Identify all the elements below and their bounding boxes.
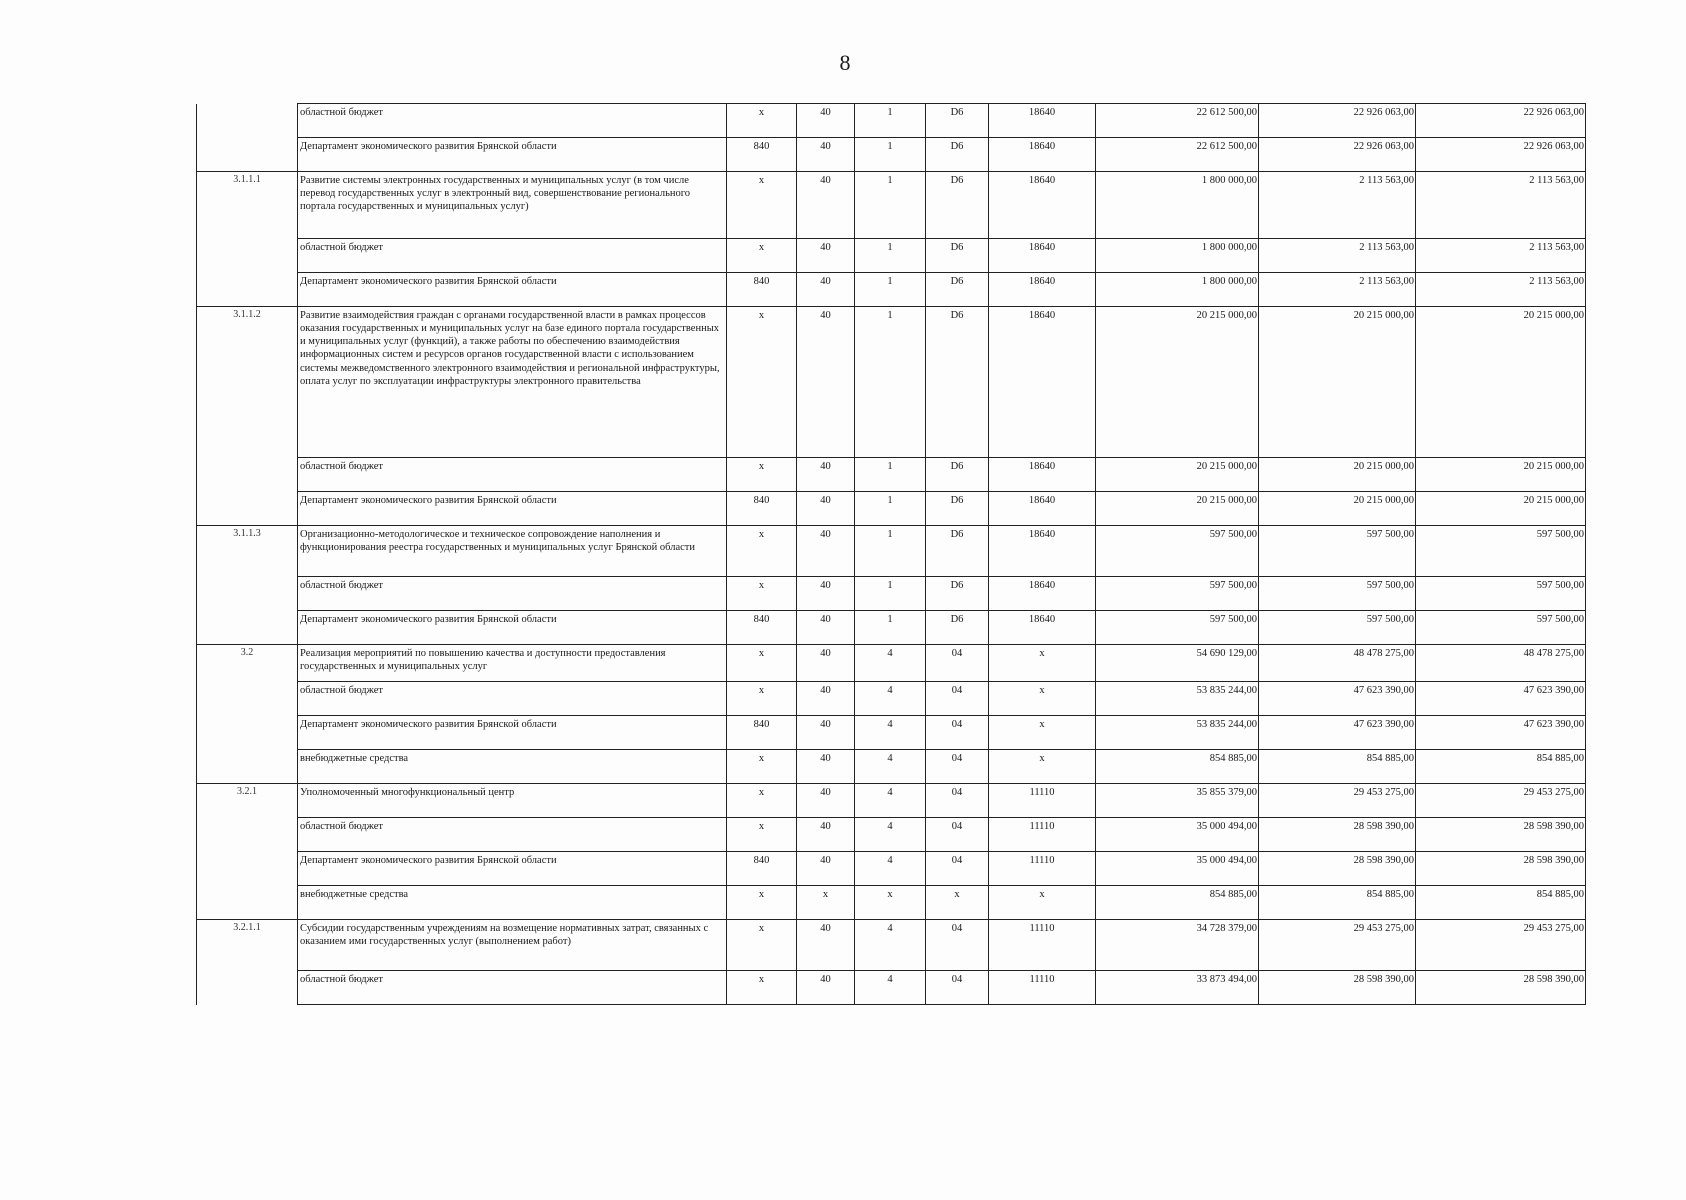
row-name: Развитие системы электронных государственных и муниципальных услуг (в том числе перевод государственных услуг в электронный вид, совершенствование регионального портала государственных и муниципальных услуг) [298,172,727,239]
row-value-year1: 597 500,00 [1096,577,1259,611]
row-direction-code: 11110 [989,784,1096,818]
row-direction-code: 11110 [989,852,1096,886]
row-section: 40 [797,716,855,750]
row-section: 40 [797,104,855,138]
row-code [197,716,298,750]
row-code: 3.1.1.2 [197,307,298,458]
table-row [197,682,1586,716]
row-target-code: 04 [926,818,989,852]
row-target-code: D6 [926,611,989,645]
row-name: внебюджетные средства [298,750,727,784]
row-direction-code: 11110 [989,818,1096,852]
table-row [197,852,1586,886]
table-row [197,886,1586,920]
row-name: внебюджетные средства [298,886,727,920]
row-gov-code: x [727,971,797,1005]
row-direction-code: x [989,716,1096,750]
row-target-code: D6 [926,172,989,239]
row-target-code: D6 [926,526,989,577]
row-section: 40 [797,818,855,852]
row-code [197,104,298,138]
row-name: областной бюджет [298,818,727,852]
row-gov-code: x [727,784,797,818]
row-value-year2: 2 113 563,00 [1259,273,1416,307]
row-section: 40 [797,492,855,526]
row-name: Департамент экономического развития Брянской области [298,492,727,526]
row-value-year3: 48 478 275,00 [1416,645,1586,682]
row-code [197,458,298,492]
row-value-year3: 47 623 390,00 [1416,716,1586,750]
row-target-code: D6 [926,458,989,492]
row-direction-code: 18640 [989,577,1096,611]
row-name: областной бюджет [298,577,727,611]
row-gov-code: x [727,172,797,239]
row-target-code: D6 [926,138,989,172]
row-section: 40 [797,645,855,682]
row-code: 3.2.1.1 [197,920,298,971]
row-section: 40 [797,577,855,611]
table-row [197,611,1586,645]
row-code [197,239,298,273]
row-section: 40 [797,138,855,172]
row-section: 40 [797,526,855,577]
row-value-year3: 28 598 390,00 [1416,852,1586,886]
row-gov-code: x [727,239,797,273]
row-subsection: 1 [855,492,926,526]
row-value-year2: 28 598 390,00 [1259,971,1416,1005]
row-target-code: D6 [926,492,989,526]
table-row [197,645,1586,682]
row-subsection: 1 [855,104,926,138]
row-value-year3: 20 215 000,00 [1416,492,1586,526]
row-value-year1: 34 728 379,00 [1096,920,1259,971]
table-row [197,492,1586,526]
row-value-year1: 597 500,00 [1096,611,1259,645]
row-value-year3: 29 453 275,00 [1416,920,1586,971]
row-code: 3.1.1.1 [197,172,298,239]
table-row [197,172,1586,239]
row-subsection: 1 [855,458,926,492]
row-code [197,682,298,716]
row-value-year2: 29 453 275,00 [1259,784,1416,818]
row-target-code: 04 [926,852,989,886]
row-subsection: 1 [855,138,926,172]
row-value-year3: 22 926 063,00 [1416,138,1586,172]
table-row [197,818,1586,852]
row-value-year3: 2 113 563,00 [1416,239,1586,273]
row-value-year2: 22 926 063,00 [1259,104,1416,138]
row-section: 40 [797,971,855,1005]
row-section: x [797,886,855,920]
row-subsection: 1 [855,172,926,239]
row-gov-code: 840 [727,138,797,172]
row-subsection: x [855,886,926,920]
row-name: Развитие взаимодействия граждан с органами государственной власти в рамках процессов оказания государственных и муниципальных услуг на базе единого портала государственных и муниципальных услуг (функций), а также работы по обеспечению взаимодействия информационных систем и ресурсов органов государственной власти с использованием системы межведомственного электронного взаимодействия и региональной инфраструктуры, оплата услуг по эксплуатации инфраструктуры электронного правительства [298,307,727,458]
row-target-code: D6 [926,577,989,611]
row-direction-code: 18640 [989,239,1096,273]
table-row [197,138,1586,172]
row-subsection: 1 [855,577,926,611]
row-subsection: 4 [855,716,926,750]
row-target-code: 04 [926,971,989,1005]
row-value-year1: 20 215 000,00 [1096,458,1259,492]
row-gov-code: x [727,526,797,577]
row-code [197,750,298,784]
row-value-year3: 28 598 390,00 [1416,971,1586,1005]
table-row [197,104,1586,138]
row-section: 40 [797,784,855,818]
row-name: Департамент экономического развития Брянской области [298,716,727,750]
row-value-year3: 20 215 000,00 [1416,307,1586,458]
row-value-year2: 28 598 390,00 [1259,852,1416,886]
row-value-year3: 28 598 390,00 [1416,818,1586,852]
table-row [197,458,1586,492]
row-section: 40 [797,682,855,716]
row-subsection: 4 [855,920,926,971]
row-value-year3: 597 500,00 [1416,611,1586,645]
row-gov-code: x [727,577,797,611]
row-value-year1: 35 000 494,00 [1096,818,1259,852]
row-subsection: 4 [855,818,926,852]
row-section: 40 [797,307,855,458]
row-value-year2: 22 926 063,00 [1259,138,1416,172]
row-code [197,138,298,172]
row-value-year1: 53 835 244,00 [1096,682,1259,716]
row-section: 40 [797,458,855,492]
row-value-year1: 33 873 494,00 [1096,971,1259,1005]
row-direction-code: 18640 [989,138,1096,172]
row-value-year2: 2 113 563,00 [1259,239,1416,273]
row-gov-code: x [727,682,797,716]
row-name: областной бюджет [298,458,727,492]
row-value-year1: 597 500,00 [1096,526,1259,577]
row-code [197,852,298,886]
row-code [197,818,298,852]
row-value-year1: 20 215 000,00 [1096,492,1259,526]
row-gov-code: x [727,104,797,138]
row-direction-code: 18640 [989,273,1096,307]
row-direction-code: x [989,645,1096,682]
row-section: 40 [797,273,855,307]
row-section: 40 [797,750,855,784]
row-direction-code: 18640 [989,458,1096,492]
row-subsection: 1 [855,526,926,577]
row-value-year1: 22 612 500,00 [1096,104,1259,138]
row-name: областной бюджет [298,104,727,138]
table-row [197,273,1586,307]
row-value-year1: 1 800 000,00 [1096,273,1259,307]
row-code [197,577,298,611]
budget-table [196,103,1586,1005]
row-target-code: D6 [926,239,989,273]
row-name: областной бюджет [298,971,727,1005]
row-value-year1: 35 855 379,00 [1096,784,1259,818]
row-value-year2: 854 885,00 [1259,886,1416,920]
row-subsection: 4 [855,682,926,716]
row-direction-code: 11110 [989,920,1096,971]
row-value-year2: 597 500,00 [1259,611,1416,645]
row-section: 40 [797,920,855,971]
row-target-code: 04 [926,784,989,818]
row-value-year3: 597 500,00 [1416,577,1586,611]
row-name: Департамент экономического развития Брянской области [298,852,727,886]
table-row [197,239,1586,273]
row-subsection: 1 [855,611,926,645]
row-subsection: 1 [855,273,926,307]
row-target-code: x [926,886,989,920]
row-value-year1: 22 612 500,00 [1096,138,1259,172]
row-value-year1: 1 800 000,00 [1096,239,1259,273]
row-gov-code: x [727,645,797,682]
row-subsection: 4 [855,645,926,682]
row-gov-code: x [727,818,797,852]
row-value-year3: 47 623 390,00 [1416,682,1586,716]
row-direction-code: 18640 [989,492,1096,526]
row-subsection: 4 [855,852,926,886]
row-value-year1: 854 885,00 [1096,750,1259,784]
page-number: 8 [839,50,851,75]
row-name: Организационно-методологическое и техническое сопровождение наполнения и функционирования реестра государственных и муниципальных услуг Брянской области [298,526,727,577]
row-value-year3: 2 113 563,00 [1416,172,1586,239]
row-direction-code: x [989,750,1096,784]
row-value-year2: 2 113 563,00 [1259,172,1416,239]
row-gov-code: x [727,307,797,458]
row-direction-code: 18640 [989,307,1096,458]
row-direction-code: x [989,886,1096,920]
row-value-year3: 854 885,00 [1416,886,1586,920]
row-section: 40 [797,239,855,273]
row-target-code: 04 [926,682,989,716]
row-section: 40 [797,611,855,645]
row-name: Департамент экономического развития Брянской области [298,138,727,172]
row-target-code: 04 [926,920,989,971]
row-name: областной бюджет [298,682,727,716]
row-value-year3: 597 500,00 [1416,526,1586,577]
table-row [197,750,1586,784]
row-value-year2: 20 215 000,00 [1259,492,1416,526]
row-value-year3: 20 215 000,00 [1416,458,1586,492]
row-section: 40 [797,172,855,239]
table-row [197,577,1586,611]
row-name: областной бюджет [298,239,727,273]
row-value-year2: 20 215 000,00 [1259,458,1416,492]
row-value-year3: 854 885,00 [1416,750,1586,784]
row-subsection: 1 [855,239,926,273]
table-row [197,920,1586,971]
row-value-year2: 597 500,00 [1259,526,1416,577]
row-subsection: 4 [855,971,926,1005]
row-code [197,273,298,307]
row-value-year2: 47 623 390,00 [1259,682,1416,716]
table-body [197,104,1586,1005]
row-value-year2: 28 598 390,00 [1259,818,1416,852]
row-code [197,492,298,526]
row-value-year2: 47 623 390,00 [1259,716,1416,750]
row-value-year1: 35 000 494,00 [1096,852,1259,886]
row-value-year2: 48 478 275,00 [1259,645,1416,682]
row-name: Уполномоченный многофункциональный центр [298,784,727,818]
row-target-code: 04 [926,750,989,784]
row-value-year1: 20 215 000,00 [1096,307,1259,458]
row-gov-code: 840 [727,611,797,645]
row-name: Субсидии государственным учреждениям на возмещение нормативных затрат, связанных с оказанием ими государственных услуг (выполнением работ) [298,920,727,971]
table-row [197,784,1586,818]
row-direction-code: 18640 [989,526,1096,577]
table-row [197,526,1586,577]
row-value-year3: 22 926 063,00 [1416,104,1586,138]
row-target-code: D6 [926,307,989,458]
row-value-year1: 854 885,00 [1096,886,1259,920]
row-gov-code: 840 [727,492,797,526]
row-target-code: 04 [926,716,989,750]
row-value-year1: 54 690 129,00 [1096,645,1259,682]
row-direction-code: 18640 [989,611,1096,645]
row-name: Департамент экономического развития Брянской области [298,611,727,645]
row-direction-code: 18640 [989,104,1096,138]
row-subsection: 4 [855,784,926,818]
row-target-code: D6 [926,104,989,138]
row-value-year3: 2 113 563,00 [1416,273,1586,307]
row-code [197,971,298,1005]
row-name: Департамент экономического развития Брянской области [298,273,727,307]
table-row [197,307,1586,458]
row-value-year2: 854 885,00 [1259,750,1416,784]
table-row [197,716,1586,750]
row-gov-code: x [727,920,797,971]
row-gov-code: 840 [727,716,797,750]
row-gov-code: 840 [727,852,797,886]
row-code [197,611,298,645]
row-section: 40 [797,852,855,886]
row-target-code: 04 [926,645,989,682]
row-direction-code: 11110 [989,971,1096,1005]
row-code: 3.2.1 [197,784,298,818]
row-gov-code: 840 [727,273,797,307]
row-value-year1: 53 835 244,00 [1096,716,1259,750]
table-row [197,971,1586,1005]
row-subsection: 1 [855,307,926,458]
row-subsection: 4 [855,750,926,784]
row-code: 3.2 [197,645,298,682]
row-code: 3.1.1.3 [197,526,298,577]
row-value-year1: 1 800 000,00 [1096,172,1259,239]
row-direction-code: 18640 [989,172,1096,239]
row-gov-code: x [727,458,797,492]
row-value-year2: 597 500,00 [1259,577,1416,611]
row-value-year2: 29 453 275,00 [1259,920,1416,971]
row-name: Реализация мероприятий по повышению качества и доступности предоставления государственных и муниципальных услуг [298,645,727,682]
row-gov-code: x [727,750,797,784]
row-direction-code: x [989,682,1096,716]
row-gov-code: x [727,886,797,920]
row-code [197,886,298,920]
row-value-year2: 20 215 000,00 [1259,307,1416,458]
row-value-year3: 29 453 275,00 [1416,784,1586,818]
row-target-code: D6 [926,273,989,307]
